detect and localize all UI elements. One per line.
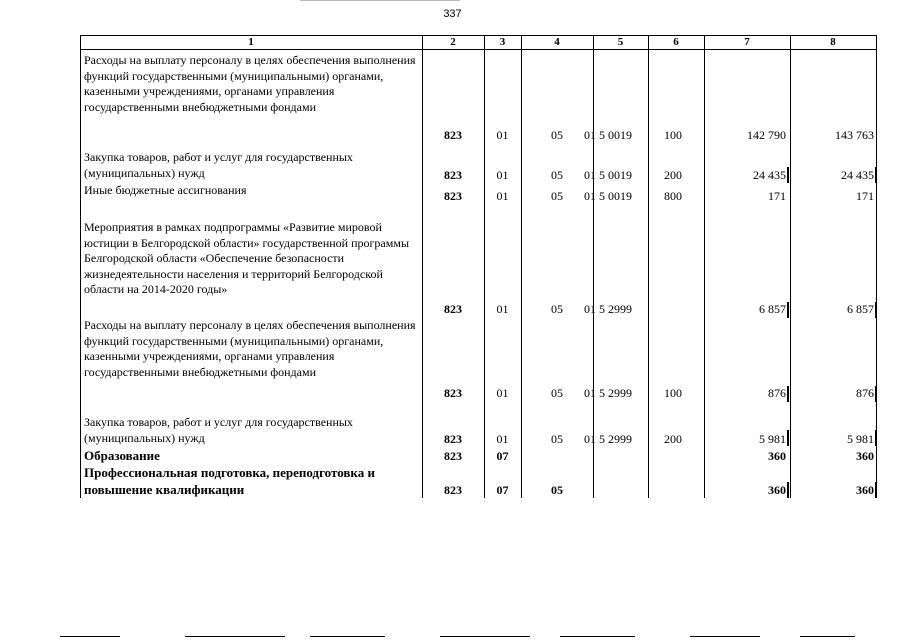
row-ministry-code: 823 <box>444 483 462 497</box>
value-bar <box>875 167 877 183</box>
row-amount-2016: 5 981 <box>847 432 874 446</box>
row-amount-2016: 171 <box>856 189 874 203</box>
column-header-2: 2 <box>450 36 456 48</box>
row-section-code: 01 <box>496 302 509 316</box>
row-amount-2015: 5 981 <box>759 432 786 446</box>
row-section-code: 07 <box>496 483 509 497</box>
row-ministry-code: 823 <box>444 128 462 142</box>
row-target-article <box>568 449 648 463</box>
row-target-article: 01 5 2999 <box>584 302 632 316</box>
row-subsection-code: 05 <box>551 386 563 400</box>
scan-edge-bottom <box>310 636 385 637</box>
row-section-code: 01 <box>496 189 509 203</box>
page-number: 337 <box>443 8 462 20</box>
row-ministry-code: 823 <box>444 189 462 203</box>
column-header-6: 6 <box>673 36 679 48</box>
row-amount-2015: 360 <box>768 483 786 497</box>
value-bar <box>875 302 877 318</box>
row-amount-2015: 24 435 <box>753 168 786 182</box>
row-amount-2015: 171 <box>768 189 786 203</box>
header-bottom-border <box>80 49 877 50</box>
row-subsection-code: 05 <box>551 168 563 182</box>
value-bar <box>787 430 789 446</box>
col-border <box>484 35 485 498</box>
value-bar <box>875 482 877 498</box>
row-section-code: 01 <box>496 168 509 182</box>
row-amount-2015: 360 <box>768 449 786 463</box>
row-target-article: 01 5 2999 <box>584 432 632 446</box>
col-border <box>422 35 423 498</box>
row-description: Мероприятия в рамках подпрограммы «Развитие мировой юстиции в Белгородской области» государственной программы Белгородской области «Обеспечение безопасности жизнедеятельности населения и территорий Белгородской области на 2014-2020 годы» <box>84 220 410 297</box>
row-target-article <box>568 483 648 497</box>
value-bar <box>787 386 789 402</box>
row-description: Расходы на выплату персоналу в целях обеспечения выполнения функций государственными (муниципальными) органами, казенными учреждениями, органами управления государственными внебюджетными фондами <box>84 53 416 114</box>
row-expense-type: 800 <box>664 189 682 203</box>
column-header-3: 3 <box>499 36 506 48</box>
row-section-code: 01 <box>496 386 509 400</box>
row-amount-2016: 24 435 <box>841 168 874 182</box>
row-expense-type: 200 <box>664 168 682 182</box>
scan-edge-bottom <box>440 636 530 637</box>
scan-edge-bottom <box>560 636 635 637</box>
row-description: Иные бюджетные ассигнования <box>84 183 247 197</box>
row-section-code: 01 <box>496 128 509 142</box>
column-header-4: 4 <box>554 36 560 48</box>
row-amount-2016: 876 <box>856 386 874 400</box>
value-bar <box>875 430 877 446</box>
row-ministry-code: 823 <box>444 386 462 400</box>
row-target-article: 01 5 2999 <box>584 386 632 400</box>
row-subsection-code: 05 <box>551 189 563 203</box>
scan-edge-bottom <box>690 636 760 637</box>
row-subsection-code: 05 <box>551 432 563 446</box>
row-ministry-code: 823 <box>444 168 462 182</box>
row-ministry-code: 823 <box>444 302 462 316</box>
row-ministry-code: 823 <box>444 432 462 446</box>
row-description: Закупка товаров, работ и услуг для государственных (муниципальных) нужд <box>84 415 353 445</box>
budget-table <box>80 35 877 498</box>
col-border <box>704 35 705 498</box>
row-subsection-code: 05 <box>551 302 563 316</box>
value-bar <box>875 386 877 402</box>
row-description: Профессиональная подготовка, переподготовка и повышение квалификации <box>84 465 375 497</box>
value-bar <box>787 167 789 183</box>
row-expense-type <box>648 302 698 316</box>
row-subsection-code: 05 <box>551 483 563 497</box>
col-border <box>593 35 594 498</box>
row-target-article: 01 5 0019 <box>584 168 632 182</box>
value-bar <box>787 302 789 318</box>
row-expense-type <box>648 483 698 497</box>
row-description: Образование <box>84 448 160 463</box>
col-border <box>80 35 81 498</box>
col-border <box>876 35 877 498</box>
row-expense-type: 100 <box>664 128 682 142</box>
row-amount-2015: 876 <box>768 386 786 400</box>
column-header-1: 1 <box>248 36 254 48</box>
row-section-code: 07 <box>496 449 509 463</box>
column-header-5: 5 <box>617 36 624 48</box>
value-bar <box>787 482 789 498</box>
row-expense-type <box>648 449 698 463</box>
row-amount-2016: 143 763 <box>835 128 874 142</box>
row-subsection-code: 05 <box>551 128 563 142</box>
row-amount-2016: 360 <box>856 449 874 463</box>
scan-edge-top <box>300 0 460 1</box>
row-expense-type: 100 <box>664 386 682 400</box>
row-target-article: 01 5 0019 <box>584 128 632 142</box>
row-section-code: 01 <box>496 432 509 446</box>
row-description: Расходы на выплату персоналу в целях обеспечения выполнения функций государственными (муниципальными) органами, казенными учреждениями, органами управления государственными внебюджетными фондами <box>84 318 416 379</box>
scan-edge-bottom <box>60 636 120 637</box>
row-amount-2016: 6 857 <box>847 302 874 316</box>
col-border <box>790 35 791 498</box>
column-header-7: 7 <box>744 36 750 48</box>
row-amount-2015: 142 790 <box>747 128 786 142</box>
row-description: Закупка товаров, работ и услуг для государственных (муниципальных) нужд <box>84 150 353 180</box>
row-ministry-code: 823 <box>444 449 462 463</box>
scan-edge-bottom <box>800 636 855 637</box>
scan-edge-bottom <box>185 636 285 637</box>
row-amount-2016: 360 <box>856 483 874 497</box>
col-border <box>521 35 522 498</box>
row-amount-2015: 6 857 <box>759 302 786 316</box>
column-header-8: 8 <box>830 36 836 48</box>
col-border <box>648 35 649 498</box>
row-expense-type: 200 <box>664 432 682 446</box>
row-target-article: 01 5 0019 <box>584 189 632 203</box>
